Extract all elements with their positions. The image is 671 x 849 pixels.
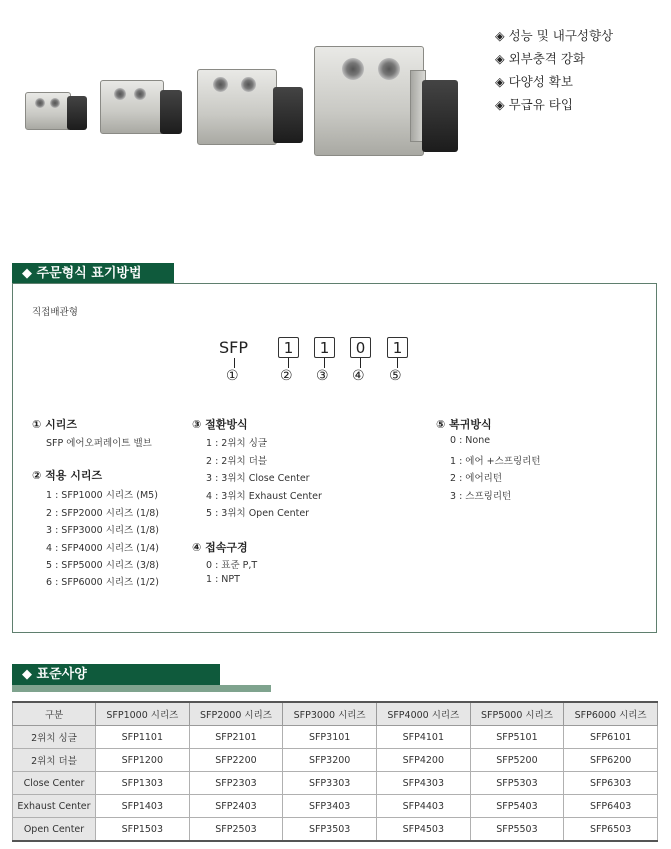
group-switching-item: 1 : 2위치 싱글 — [206, 438, 268, 449]
table-row — [13, 772, 658, 795]
table-cell: SFP6200 — [564, 749, 658, 772]
spec-table — [12, 701, 658, 842]
code-digit-return: 1 — [387, 337, 408, 358]
marker-4: ④ — [352, 368, 365, 384]
group-return-item: 3 : 스프링리턴 — [450, 491, 512, 502]
order-section-title: ◆ 주문형식 표기방법 — [12, 263, 174, 284]
group-series-item: SFP 에어오퍼레이트 밸브 — [46, 438, 152, 449]
order-format-box — [12, 283, 657, 633]
valve-image-sfp3000 — [197, 65, 305, 145]
order-sub-label: 직접배관형 — [32, 307, 78, 318]
table-row — [13, 726, 658, 749]
valve-image-sfp4000 — [314, 40, 462, 158]
group-series-title: ① 시리즈 — [32, 418, 78, 431]
table-header-cell: 구분 — [13, 702, 96, 726]
table-cell: SFP5101 — [470, 726, 564, 749]
table-cell: SFP3503 — [283, 818, 377, 842]
marker-2: ② — [280, 368, 293, 384]
table-cell: SFP3200 — [283, 749, 377, 772]
spec-section-underline — [12, 685, 271, 692]
table-cell: SFP4303 — [376, 772, 470, 795]
code-digit-switching: 1 — [314, 337, 335, 358]
table-cell: SFP6503 — [564, 818, 658, 842]
code-prefix: SFP — [219, 338, 249, 357]
group-return-item: 1 : 에어 +스프링리턴 — [450, 456, 541, 467]
marker-3: ③ — [316, 368, 329, 384]
product-photo-row — [22, 40, 462, 165]
table-cell: SFP5200 — [470, 749, 564, 772]
table-cell: SFP5403 — [470, 795, 564, 818]
table-cell: SFP6403 — [564, 795, 658, 818]
table-row-header: 2위치 더블 — [13, 749, 96, 772]
group-switching-title: ③ 절환방식 — [192, 418, 248, 431]
table-row-header: 2위치 싱글 — [13, 726, 96, 749]
table-cell: SFP3101 — [283, 726, 377, 749]
table-cell: SFP2403 — [189, 795, 283, 818]
group-return-item: 2 : 에어리턴 — [450, 473, 502, 484]
table-header-cell: SFP3000 시리즈 — [283, 702, 377, 726]
table-cell: SFP1303 — [96, 772, 190, 795]
group-connection-title: ④ 접속구경 — [192, 541, 248, 554]
table-header-cell: SFP5000 시리즈 — [470, 702, 564, 726]
marker-line — [288, 358, 289, 368]
code-digit-connection: 0 — [350, 337, 371, 358]
table-cell: SFP6101 — [564, 726, 658, 749]
table-row-header: Exhaust Center — [13, 795, 96, 818]
table-cell: SFP4101 — [376, 726, 470, 749]
table-row — [13, 795, 658, 818]
table-cell: SFP1200 — [96, 749, 190, 772]
marker-line — [234, 358, 235, 368]
spec-section-title: ◆ 표준사양 — [12, 664, 220, 685]
table-cell: SFP5303 — [470, 772, 564, 795]
marker-line — [397, 358, 398, 368]
table-cell: SFP5503 — [470, 818, 564, 842]
table-cell: SFP2503 — [189, 818, 283, 842]
feature-list — [495, 24, 613, 116]
table-header-cell: SFP2000 시리즈 — [189, 702, 283, 726]
table-cell: SFP1503 — [96, 818, 190, 842]
group-applied-item: 3 : SFP3000 시리즈 (1/8) — [46, 525, 159, 536]
code-digit-series: 1 — [278, 337, 299, 358]
table-row — [13, 818, 658, 842]
feature-item: ◈ 무급유 타입 — [495, 97, 573, 112]
valve-image-sfp1000 — [25, 88, 87, 132]
table-row — [13, 749, 658, 772]
table-header-cell: SFP6000 시리즈 — [564, 702, 658, 726]
marker-5: ⑤ — [389, 368, 402, 384]
table-cell: SFP4403 — [376, 795, 470, 818]
group-return-title: ⑤ 복귀방식 — [436, 418, 492, 431]
group-switching-item: 5 : 3위치 Open Center — [206, 508, 310, 519]
table-cell: SFP4503 — [376, 818, 470, 842]
group-applied-item: 6 : SFP6000 시리즈 (1/2) — [46, 577, 159, 588]
table-cell: SFP6303 — [564, 772, 658, 795]
marker-line — [360, 358, 361, 368]
group-applied-title: ② 적용 시리즈 — [32, 469, 103, 482]
table-cell: SFP1101 — [96, 726, 190, 749]
valve-image-sfp2000 — [100, 76, 182, 138]
feature-item: ◈ 외부충격 강화 — [495, 51, 586, 66]
group-return-item: 0 : None — [450, 435, 491, 446]
group-applied-item: 2 : SFP2000 시리즈 (1/8) — [46, 508, 159, 519]
feature-item: ◈ 성능 및 내구성향상 — [495, 28, 614, 43]
table-cell: SFP3303 — [283, 772, 377, 795]
group-switching-item: 2 : 2위치 더블 — [206, 456, 268, 467]
group-applied-item: 1 : SFP1000 시리즈 (M5) — [46, 490, 158, 501]
table-cell: SFP3403 — [283, 795, 377, 818]
marker-line — [324, 358, 325, 368]
table-cell: SFP2200 — [189, 749, 283, 772]
table-cell: SFP2303 — [189, 772, 283, 795]
group-applied-item: 5 : SFP5000 시리즈 (3/8) — [46, 560, 159, 571]
group-connection-item: 1 : NPT — [206, 574, 240, 585]
marker-1: ① — [226, 368, 239, 384]
group-switching-item: 4 : 3위치 Exhaust Center — [206, 491, 322, 502]
table-row-header: Open Center — [13, 818, 96, 842]
table-header-row — [13, 702, 658, 726]
group-connection-item: 0 : 표준 P,T — [206, 560, 258, 571]
table-cell: SFP4200 — [376, 749, 470, 772]
table-row-header: Close Center — [13, 772, 96, 795]
table-cell: SFP1403 — [96, 795, 190, 818]
group-switching-item: 3 : 3위치 Close Center — [206, 473, 310, 484]
table-cell: SFP2101 — [189, 726, 283, 749]
table-header-cell: SFP1000 시리즈 — [96, 702, 190, 726]
table-header-cell: SFP4000 시리즈 — [376, 702, 470, 726]
feature-item: ◈ 다양성 확보 — [495, 74, 573, 89]
group-applied-item: 4 : SFP4000 시리즈 (1/4) — [46, 543, 159, 554]
